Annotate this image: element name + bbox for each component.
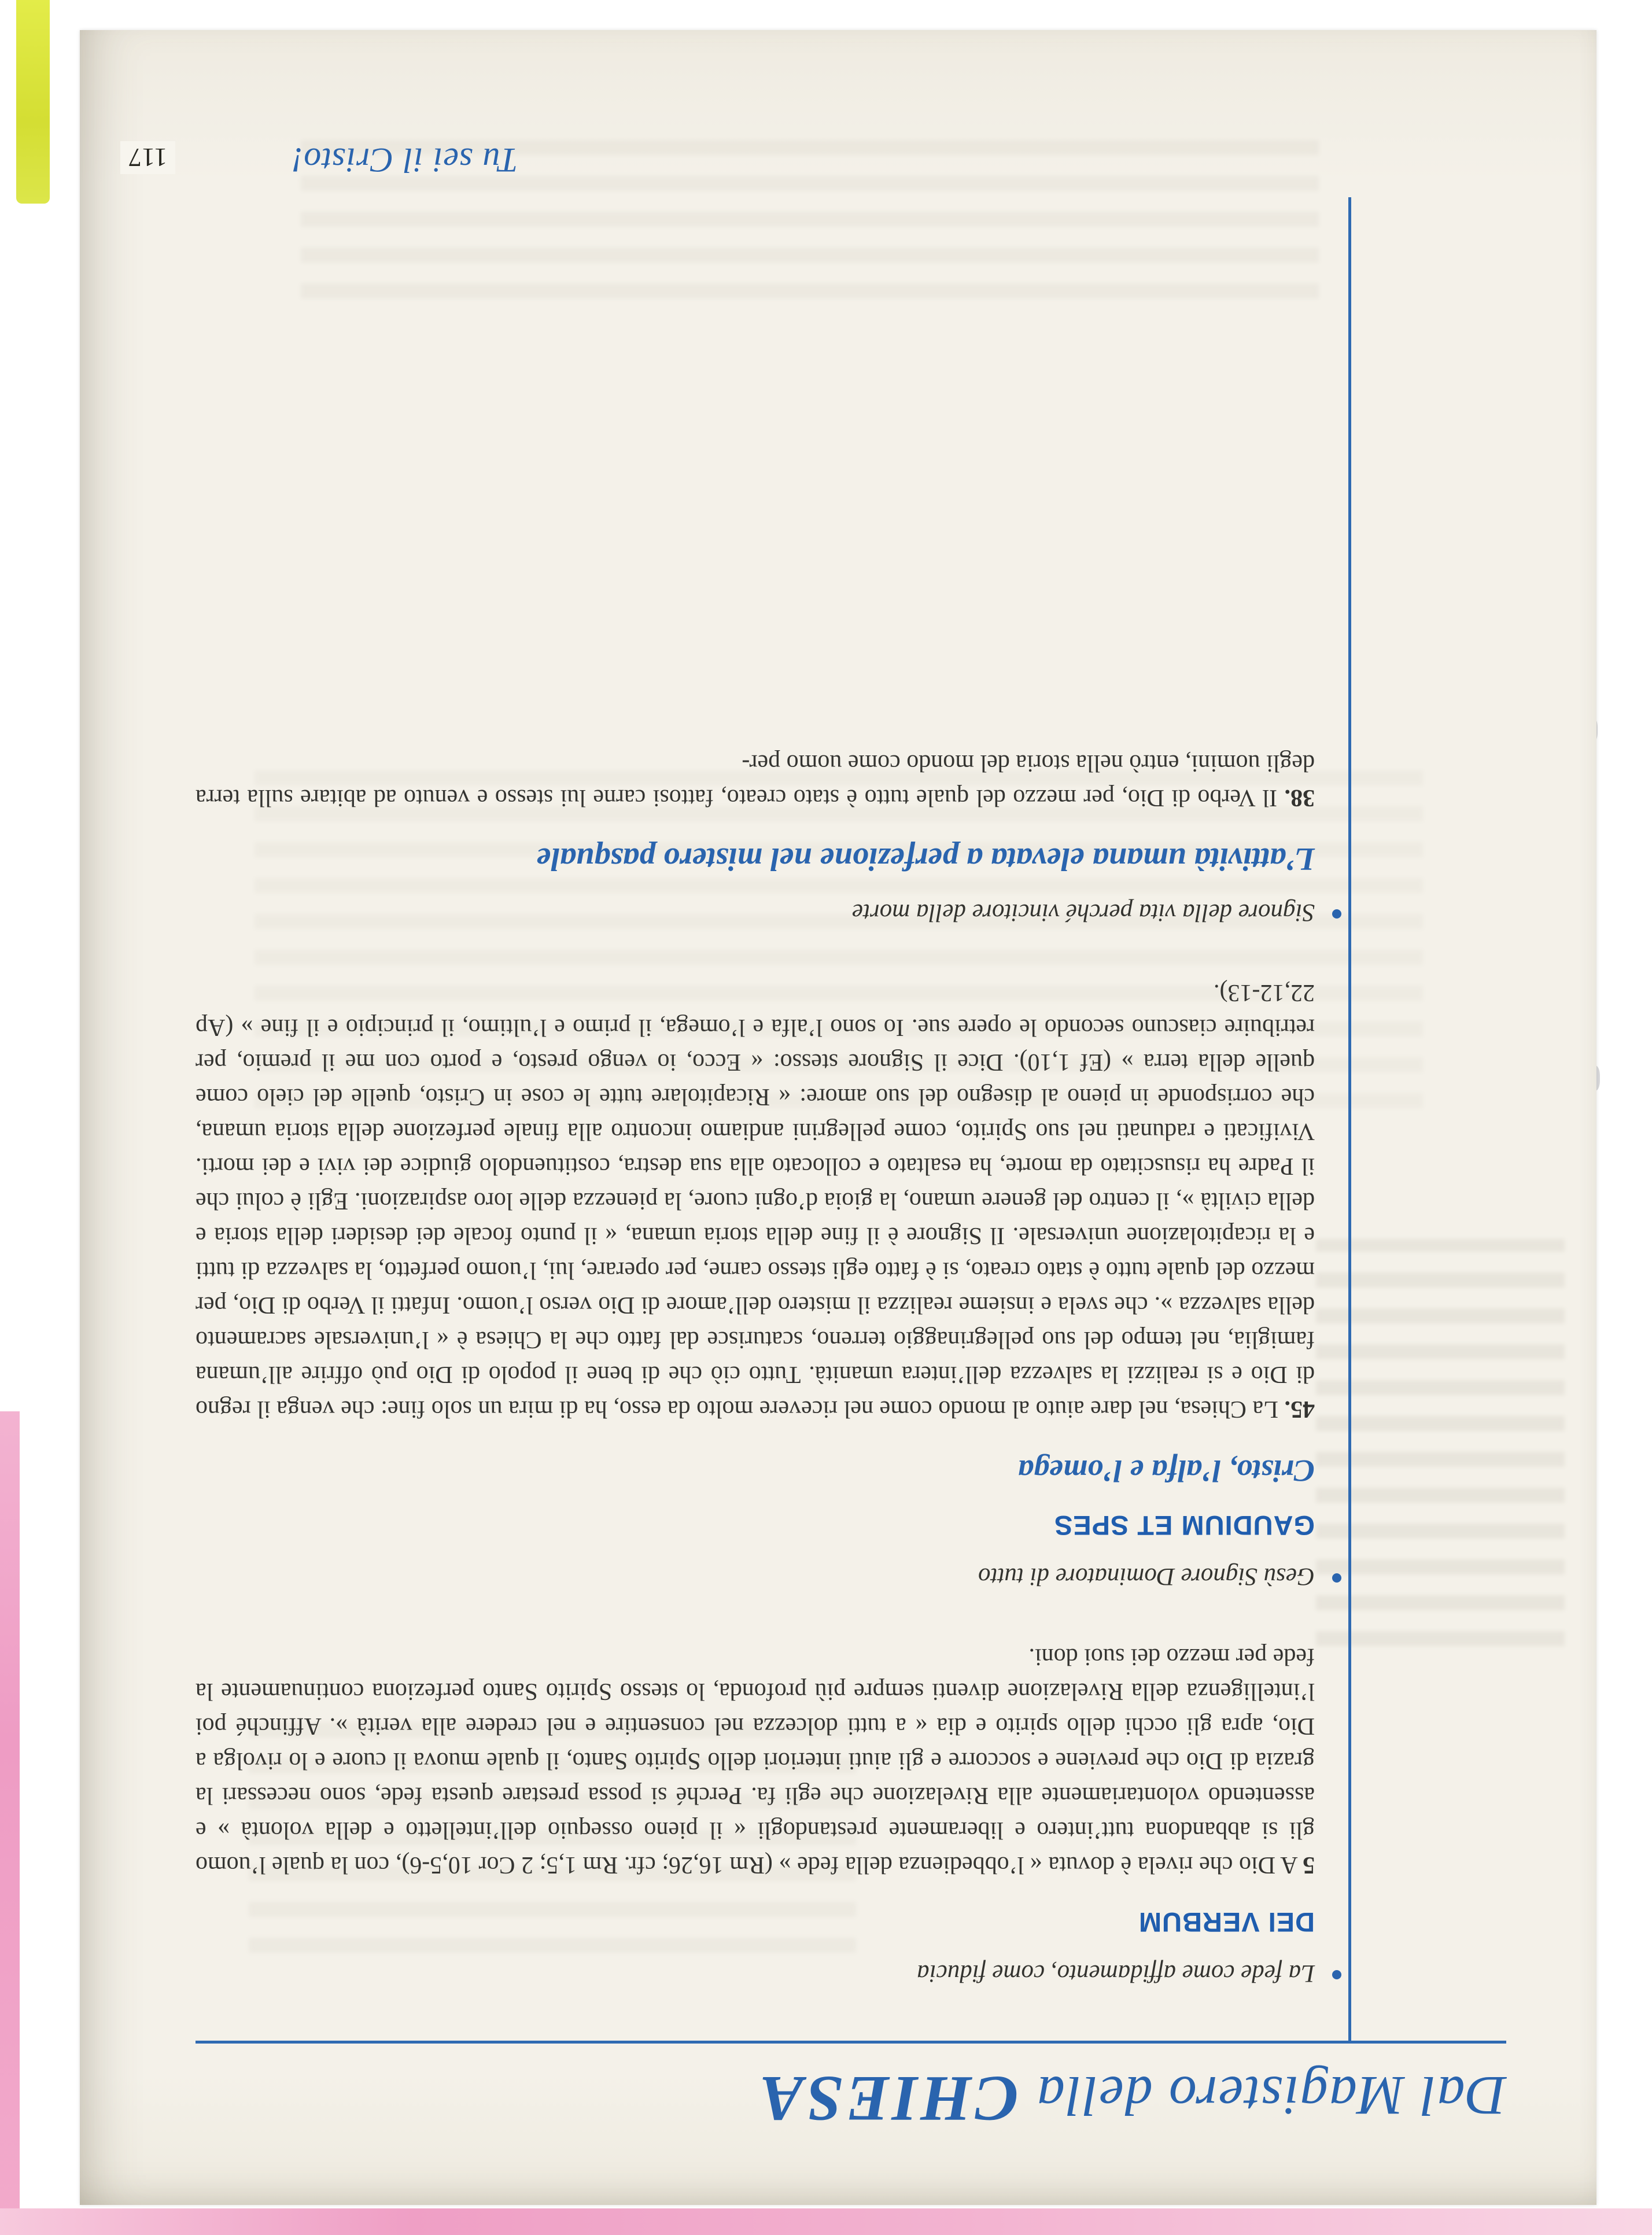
page-footer: [120, 140, 1506, 180]
page-title-script: Dal Magistero della: [1035, 2065, 1506, 2127]
bullet-label: Signore della vita perché vincitore della morte: [851, 899, 1315, 926]
paragraph-text: Il Verbo di Dio, per mezzo del quale tutto è stato creato, fattosi carne lui stesso e venuto ad abitare sulla terra degli uomini, entrò nella storia del mondo come uomo per-: [196, 750, 1315, 811]
page-title: [196, 2061, 1506, 2136]
bullet-label: La fede come affidamento, come fiducia: [917, 1960, 1315, 1987]
bullet-icon: [1332, 909, 1341, 919]
paragraph-text: La Chiesa, nel dare aiuto al mondo come nel ricevere molto da esso, ha di mira un solo fine: che venga il regno di Dio e si realizzi la salvezza dell’intera umanità. Tutto ciò che di bene il popolo di Dio può offrire all’umana famiglia, nel tempo del suo pellegrinaggio terreno, scaturisce dal fatto che la Chiesa è « l’universale sacramento della salvezza ». che svela e insieme realizza il mistero dell’amore di Dio verso l’uomo. Infatti il Verbo di Dio, per mezzo del quale tutto è stato creato, si è fatto egli stesso carne, per operare, lui, l’uomo perfetto, la salvezza di tutti e la ricapitolazione universale. Il Signore è il fine della storia umana, « il punto focale dei desideri della storia e della civiltà », il centro del genere umano, la gioia d’ogni cuore, la pienezza delle loro aspirazioni. Egli è colui che il Padre ha risuscitato da morte, ha esaltato e collocato alla sua destra, costituendolo giudice dei vivi e dei morti. Vivificati e radunati nel suo Spirito, come pellegrini andiamo incontro alla finale perfezione della storia umana, che corrisponde in pieno al disegno del suo amore: « Ricapitolare tutte le cose in Cristo, quelle del cielo come quelle della terra » (Ef 1,10). Dice il Signore stesso: « Ecco, io vengo presto, e porto con me il premio, per retribuire ciascuno secondo le opere sue. Io sono l’alfa e l’omega, il primo e l’ultimo, il principio e il fine » (Ap 22,12-13).: [195, 979, 1315, 1422]
bullet-item-signore-della-vita: [196, 898, 1341, 927]
bullet-item-gesu-signore: [196, 1562, 1341, 1591]
page-title-caps: CHIESA: [756, 2063, 1019, 2134]
paragraph-number: 38.: [1284, 784, 1315, 811]
heading-attivita-umana: L’attività umana elevata a perfezione nel mistero pasquale: [536, 841, 1315, 877]
book-page-upside-down: [80, 30, 1596, 2205]
page-number: 117: [120, 141, 175, 174]
scan-artifact-yellow-strip: [16, 0, 50, 204]
paragraph-5: [196, 1639, 1315, 1882]
bullet-icon: [1332, 1970, 1341, 1979]
paragraph-number: 5: [1303, 1852, 1315, 1878]
subheading-cristo-alfa-omega: Cristo, l’alfa e l’omega: [1018, 1454, 1315, 1488]
scan-artifact-pink-strip-left: [0, 1411, 20, 2235]
paragraph-45: [196, 975, 1315, 1426]
bullet-icon: [1332, 1573, 1341, 1583]
page-content: [80, 30, 1596, 2205]
bullet-item-fede: [196, 1959, 1341, 1987]
page-header: [196, 2041, 1506, 2136]
heading-dei-verbum: DEI VERBUM: [1138, 1907, 1315, 1938]
header-rule: [196, 2041, 1506, 2044]
paragraph-text: A Dio che rivela è dovuta « l’obbedienza della fede » (Rm 16,26; cfr. Rm 1,5; 2 Cor 10,5-6), con la quale l’uomo gli si abbandona tutt’intero e liberamente prestandogli « il pieno ossequio dell’intelletto e della volontà » e assentendo volontariamente alla Rivelazione che egli fa. Perché si possa prestare questa fede, sono necessari la grazia di Dio che previene e soccorre e gli aiuti interiori dello Spirito Santo, il quale muova il cuore e lo rivolga a Dio, apra gli occhi dello spirito e dia « a tutti dolcezza nel consentire e nel credere alla verità ». Affinché poi l’intelligenza della Rivelazione diventi sempre più profonda, lo stesso Spirito Santo perfeziona continuamente la fede per mezzo dei suoi doni.: [195, 1643, 1315, 1878]
running-title: Tu sei il Cristo!: [291, 141, 518, 179]
paragraph-number: 45.: [1284, 1396, 1315, 1422]
text-column: [196, 197, 1351, 2041]
heading-gaudium-et-spes: GAUDIUM ET SPES: [1053, 1510, 1315, 1541]
scan-artifact-pink-strip-bottom: [0, 2208, 1652, 2235]
paragraph-38: [196, 746, 1315, 815]
bullet-label: Gesù Signore Dominatore di tutto: [978, 1563, 1315, 1590]
